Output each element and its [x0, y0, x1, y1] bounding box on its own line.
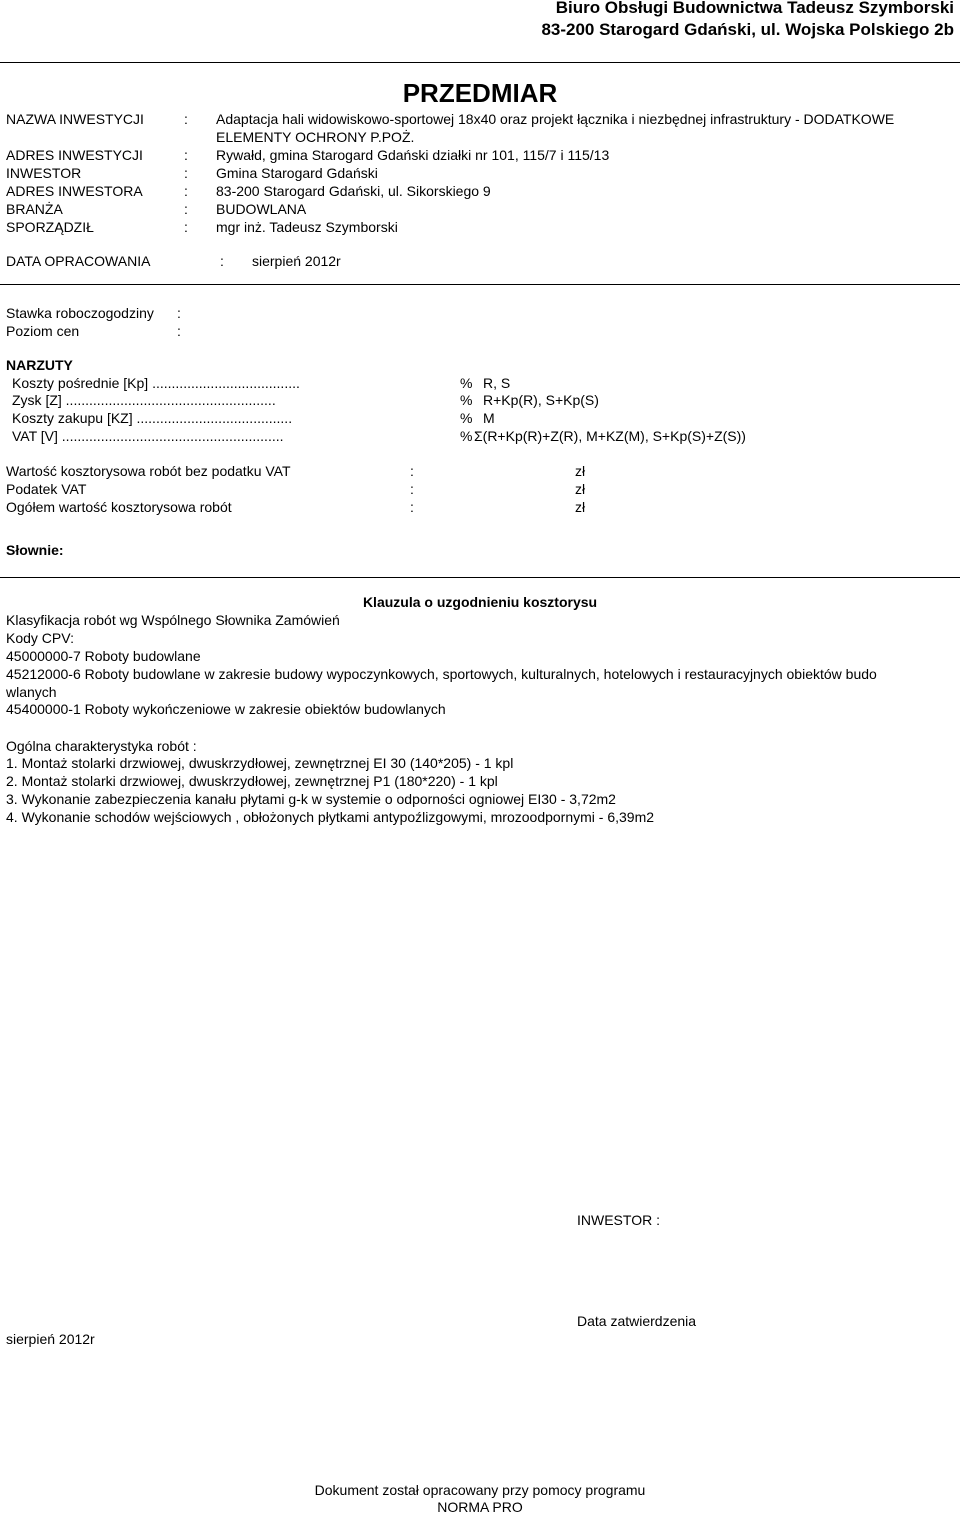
markup-formula: R, S: [483, 375, 511, 391]
cpv-code: 45212000-6 Roboty budowlane w zakresie budowy wypoczynkowych, sportowych, kulturalnych, hotelowych i restauracyjnych obiektów budo: [6, 666, 877, 682]
percent-sign: %: [460, 375, 473, 391]
markup-row-label: [12, 391, 368, 409]
colon: :: [184, 183, 188, 199]
list-item: 3. Wykonanie zabezpieczenia kanału płytami g-k w systemie o odporności ogniowej EI30 - 3,72m2: [6, 791, 616, 807]
header-rule: [0, 62, 960, 63]
vat-label: Podatek VAT: [6, 481, 87, 497]
investment-address-label: ADRES INWESTYCJI: [6, 147, 143, 163]
percent-sign: %: [460, 410, 473, 426]
author: mgr inż. Tadeusz Szymborski: [216, 219, 398, 235]
footer-note: Dokument został opracowany przy pomocy programu: [314, 1482, 646, 1498]
company-address: 83-200 Starogard Gdański, ul. Wojska Polskiego 2b: [541, 20, 954, 39]
info-rule: [0, 284, 960, 285]
investor-address: 83-200 Starogard Gdański, ul. Sikorskiego 9: [216, 183, 491, 199]
colon: :: [184, 147, 188, 163]
investor-address-label: ADRES INWESTORA: [6, 183, 143, 199]
cpv-code: 45400000-1 Roboty wykończeniowe w zakresie obiektów budowlanych: [6, 701, 446, 717]
currency: zł: [575, 481, 586, 497]
branch-label: BRANŻA: [6, 201, 63, 217]
date-label: DATA OPRACOWANIA: [6, 253, 151, 269]
colon: :: [184, 165, 188, 181]
general-characteristics-label: Ogólna charakterystyka robót :: [6, 738, 197, 754]
markups-title: NARZUTY: [6, 357, 73, 373]
footer-program: NORMA PRO: [437, 1499, 523, 1515]
list-item: 4. Wykonanie schodów wejściowych , obłożonych płytkami antypoźlizgowymi, mrozoodpornymi - 6,39m2: [6, 809, 655, 825]
colon: :: [410, 499, 414, 515]
markup-formula: Σ(R+Kp(R)+Z(R), M+KZ(M), S+Kp(S)+Z(S)): [474, 428, 746, 444]
markup-row-label: [12, 427, 368, 445]
markup-dots: .........................................................: [61, 428, 284, 444]
colon: :: [177, 305, 181, 321]
markup-row-label: [12, 374, 368, 392]
cpv-code-cont: wlanych: [6, 684, 57, 700]
colon: :: [184, 201, 188, 217]
markup-row-label: [12, 409, 368, 427]
signature-date: sierpień 2012r: [6, 1331, 95, 1347]
investment-address: Rywałd, gmina Starogard Gdański działki nr 101, 115/7 i 115/13: [216, 147, 610, 163]
percent-sign: %: [460, 392, 473, 408]
investment-name-cont: ELEMENTY OCHRONY P.POŻ.: [216, 129, 415, 145]
colon: :: [220, 253, 224, 269]
investor-signature-label: INWESTOR :: [577, 1212, 660, 1228]
words-rule: [0, 577, 960, 578]
investor: Gmina Starogard Gdański: [216, 165, 378, 181]
markup-label: Koszty zakupu [KZ]: [12, 410, 133, 426]
markup-formula: R+Kp(R), S+Kp(S): [483, 392, 599, 408]
markup-dots: ........................................: [136, 410, 293, 426]
cpv-code: 45000000-7 Roboty budowlane: [6, 648, 201, 664]
markup-dots: ......................................................: [65, 392, 276, 408]
cpv-label: Kody CPV:: [6, 630, 74, 646]
net-value-label: Wartość kosztorysowa robót bez podatku VAT: [6, 463, 291, 479]
colon: :: [410, 481, 414, 497]
classification-text: Klasyfikacja robót wg Wspólnego Słownika Zamówień: [6, 612, 340, 628]
markup-label: Zysk [Z]: [12, 392, 62, 408]
colon: :: [177, 323, 181, 339]
markup-formula: M: [483, 410, 495, 426]
markup-dots: ......................................: [152, 375, 300, 391]
in-words-label: Słownie:: [6, 542, 64, 558]
page-title: PRZEDMIAR: [402, 78, 558, 108]
date-value: sierpień 2012r: [252, 253, 341, 269]
investment-name: Adaptacja hali widowiskowo-sportowej 18x40 oraz projekt łącznika i niezbędnej infrastruktury - DODATKOWE: [216, 111, 895, 127]
clause-title: Klauzula o uzgodnieniu kosztorysu: [362, 594, 598, 610]
list-item: 1. Montaż stolarki drzwiowej, dwuskrzydłowej, zewnętrznej EI 30 (140*205) - 1 kpl: [6, 755, 514, 771]
currency: zł: [575, 463, 586, 479]
percent-sign: %: [460, 428, 473, 444]
currency: zł: [575, 499, 586, 515]
company-name: Biuro Obsługi Budownictwa Tadeusz Szymborski: [555, 0, 954, 17]
colon: :: [184, 219, 188, 235]
markup-label: VAT [V]: [12, 428, 58, 444]
investor-label: INWESTOR: [6, 165, 82, 181]
branch: BUDOWLANA: [216, 201, 307, 217]
colon: :: [410, 463, 414, 479]
markup-label: Koszty pośrednie [Kp]: [12, 375, 149, 391]
gross-value-label: Ogółem wartość kosztorysowa robót: [6, 499, 232, 515]
colon: :: [184, 111, 188, 127]
hourly-rate-label: Stawka roboczogodziny: [6, 305, 154, 321]
list-item: 2. Montaż stolarki drzwiowej, dwuskrzydłowej, zewnętrznej P1 (180*220) - 1 kpl: [6, 773, 498, 789]
approval-date-label: Data zatwierdzenia: [577, 1313, 697, 1329]
investment-name-label: NAZWA INWESTYCJI: [6, 111, 144, 127]
author-label: SPORZĄDZIŁ: [6, 219, 94, 235]
price-level-label: Poziom cen: [6, 323, 80, 339]
